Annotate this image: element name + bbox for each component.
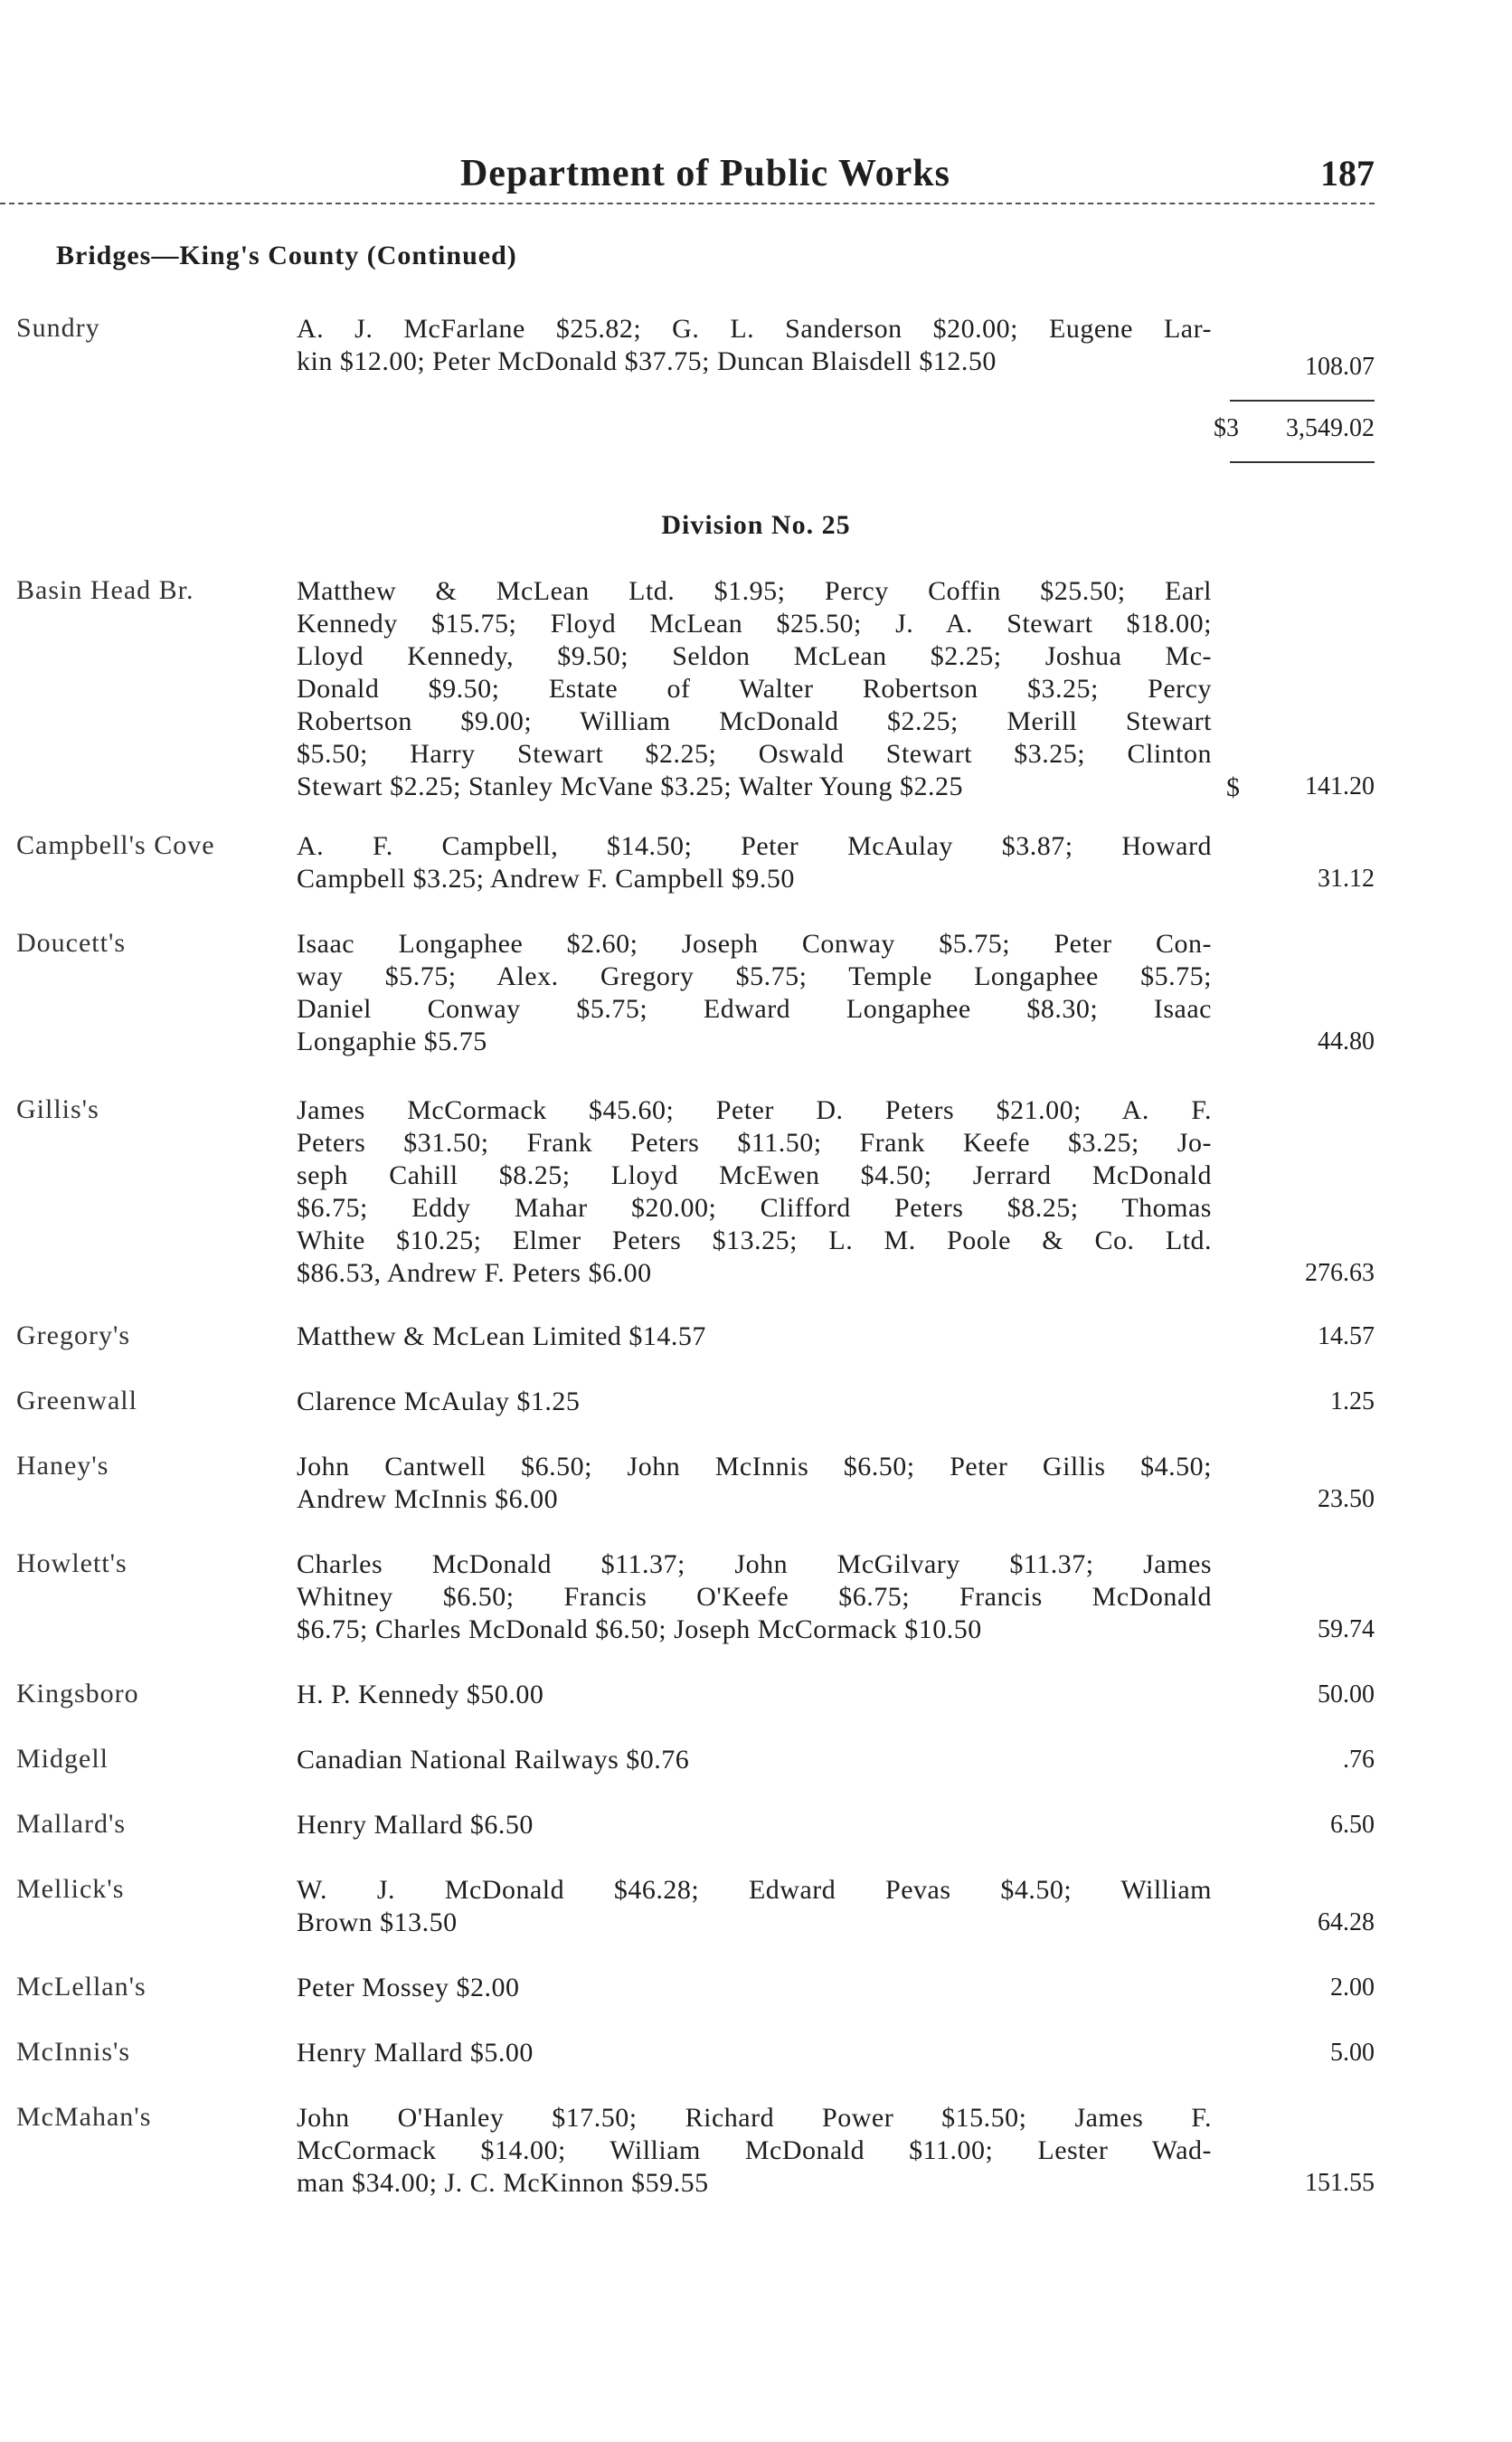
entry-amount: .76 [1343, 1746, 1375, 1774]
detail-line: Andrew McInnis $6.00 [297, 1484, 559, 1514]
detail-line: H. P. Kennedy $50.00 [297, 1680, 544, 1709]
entry-details [297, 1094, 1212, 1290]
entry-details [297, 928, 1212, 1058]
place-name: Campbell's Cove [16, 830, 215, 860]
entry-amount: 151.55 [1305, 2169, 1375, 2197]
place-name: Howlett's [16, 1548, 128, 1578]
detail-line: Robertson $9.00; William McDonald $2.25; Merill Stewart [297, 706, 1212, 736]
entry-amount: 50.00 [1318, 1680, 1375, 1708]
entry-details [297, 313, 1212, 378]
place-name: McLellan's [16, 1972, 146, 2002]
subtotal-dollar: $3 [1214, 414, 1239, 442]
detail-line: kin $12.00; Peter McDonald $37.75; Duncan Blaisdell $12.50 [297, 346, 997, 376]
place-name: Midgell [16, 1744, 109, 1774]
entry-details [297, 1320, 1212, 1353]
detail-line: Brown $13.50 [297, 1907, 458, 1937]
header-rule [0, 203, 1375, 204]
entry-amount: 141.20 [1305, 772, 1375, 800]
detail-line: Matthew & McLean Ltd. $1.95; Percy Coffin $25.50; Earl [297, 576, 1212, 606]
detail-line: A. J. McFarlane $25.82; G. L. Sanderson $20.00; Eugene Lar- [297, 314, 1212, 344]
place-name: Greenwall [16, 1386, 137, 1415]
entry-details [297, 575, 1212, 803]
detail-line: Donald $9.50; Estate of Walter Robertson $3.25; Percy [297, 674, 1212, 704]
dollar-sign: $ [1226, 772, 1240, 802]
subtotal-rule [1230, 400, 1375, 402]
detail-line: John O'Hanley $17.50; Richard Power $15.50; James F. [297, 2103, 1212, 2133]
place-name: McMahan's [16, 2102, 152, 2132]
detail-line: Henry Mallard $6.50 [297, 1810, 534, 1840]
entry-details [297, 1744, 1212, 1776]
entry-amount: 59.74 [1318, 1615, 1375, 1643]
entry-details [297, 1679, 1212, 1711]
entry-amount: 44.80 [1318, 1027, 1375, 1055]
division-heading: Division No. 25 [661, 510, 851, 540]
entry-details [297, 830, 1212, 895]
detail-line: Henry Mallard $5.00 [297, 2038, 534, 2068]
entry-details [297, 1874, 1212, 1939]
section-heading: Bridges—King's County (Continued) [56, 241, 517, 270]
detail-line: Peter Mossey $2.00 [297, 1973, 520, 2002]
place-name: Doucett's [16, 928, 127, 958]
detail-line: Charles McDonald $11.37; John McGilvary $11.37; James [297, 1549, 1212, 1579]
detail-line: A. F. Campbell, $14.50; Peter McAulay $3.87; Howard [297, 831, 1212, 861]
detail-line: Clarence McAulay $1.25 [297, 1387, 581, 1416]
place-name: Basin Head Br. [16, 575, 194, 605]
place-name: Kingsboro [16, 1679, 139, 1708]
entry-amount: 108.07 [1305, 353, 1375, 381]
subtotal-amount: 3,549.02 [1286, 414, 1375, 442]
detail-line: Peters $31.50; Frank Peters $11.50; Frank Keefe $3.25; Jo- [297, 1128, 1212, 1158]
place-name: Haney's [16, 1451, 109, 1481]
entry-details [297, 1386, 1212, 1418]
detail-line: $6.75; Charles McDonald $6.50; Joseph McCormack $10.50 [297, 1614, 982, 1644]
entry-details [297, 1809, 1212, 1841]
detail-line: James McCormack $45.60; Peter D. Peters $21.00; A. F. [297, 1095, 1212, 1125]
detail-line: Whitney $6.50; Francis O'Keefe $6.75; Francis McDonald [297, 1582, 1212, 1612]
subtotal-rule [1230, 461, 1375, 463]
entry-amount: 1.25 [1330, 1387, 1375, 1415]
entry-details [297, 2102, 1212, 2200]
entry-details [297, 1548, 1212, 1646]
entry-amount: 31.12 [1318, 865, 1375, 893]
detail-line: seph Cahill $8.25; Lloyd McEwen $4.50; Jerrard McDonald [297, 1160, 1212, 1190]
detail-line: man $34.00; J. C. McKinnon $59.55 [297, 2168, 709, 2198]
entry-amount: 276.63 [1305, 1259, 1375, 1287]
entry-amount: 6.50 [1330, 1811, 1375, 1839]
entry-details [297, 2037, 1212, 2069]
page-title: Department of Public Works [459, 153, 951, 194]
entry-amount: 5.00 [1330, 2039, 1375, 2067]
detail-line: Daniel Conway $5.75; Edward Longaphee $8.30; Isaac [297, 994, 1212, 1024]
detail-line: Canadian National Railways $0.76 [297, 1745, 690, 1775]
detail-line: Kennedy $15.75; Floyd McLean $25.50; J. A. Stewart $18.00; [297, 609, 1212, 639]
entry-amount: 64.28 [1318, 1908, 1375, 1936]
detail-line: W. J. McDonald $46.28; Edward Pevas $4.50; William [297, 1875, 1212, 1905]
detail-line: Longaphie $5.75 [297, 1027, 487, 1056]
entry-details [297, 1972, 1212, 2004]
detail-line: $86.53, Andrew F. Peters $6.00 [297, 1258, 652, 1288]
entry-amount: 23.50 [1318, 1485, 1375, 1513]
entry-amount: 2.00 [1330, 1973, 1375, 2002]
detail-line: Isaac Longaphee $2.60; Joseph Conway $5.75; Peter Con- [297, 929, 1212, 959]
place-name: Sundry [16, 313, 100, 343]
detail-line: McCormack $14.00; William McDonald $11.00; Lester Wad- [297, 2135, 1212, 2165]
detail-line: John Cantwell $6.50; John McInnis $6.50; Peter Gillis $4.50; [297, 1452, 1212, 1481]
place-name: Mallard's [16, 1809, 127, 1839]
place-name: Gillis's [16, 1094, 99, 1124]
entry-details [297, 1451, 1212, 1516]
detail-line: $5.50; Harry Stewart $2.25; Oswald Stewart $3.25; Clinton [297, 739, 1212, 769]
detail-line: Matthew & McLean Limited $14.57 [297, 1321, 706, 1351]
detail-line: Lloyd Kennedy, $9.50; Seldon McLean $2.25; Joshua Mc- [297, 641, 1212, 671]
page-number: 187 [1320, 153, 1375, 194]
place-name: McInnis's [16, 2037, 131, 2067]
detail-line: way $5.75; Alex. Gregory $5.75; Temple Longaphee $5.75; [297, 961, 1212, 991]
detail-line: White $10.25; Elmer Peters $13.25; L. M. Poole & Co. Ltd. [297, 1226, 1212, 1255]
entry-amount: 14.57 [1318, 1322, 1375, 1350]
detail-line: Campbell $3.25; Andrew F. Campbell $9.50 [297, 864, 795, 894]
place-name: Mellick's [16, 1874, 125, 1904]
place-name: Gregory's [16, 1320, 131, 1350]
detail-line: $6.75; Eddy Mahar $20.00; Clifford Peters $8.25; Thomas [297, 1193, 1212, 1223]
detail-line: Stewart $2.25; Stanley McVane $3.25; Walter Young $2.25 [297, 771, 963, 801]
